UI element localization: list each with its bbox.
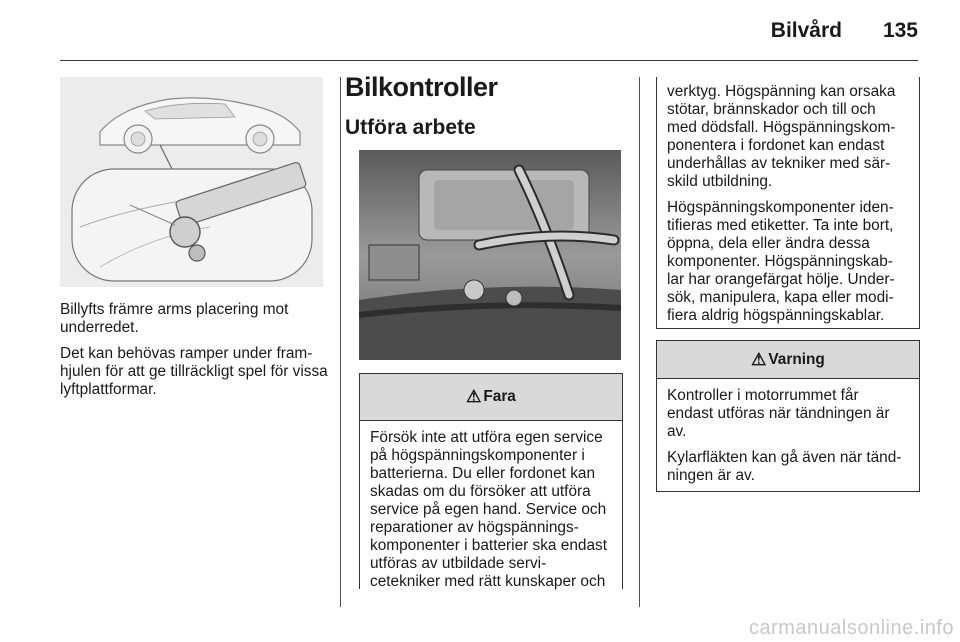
paragraph: Högspänningskomponenter iden-tifieras med etiketter. Ta inte bort, öppna, dela eller ändra dessa komponenter. Högspänningskab-lar har orangefärgat hölje. Under-sök, manipulera, kapa eller modi-fiera aldrig högspänningskablar. — [667, 199, 895, 324]
continued-danger-box — [656, 77, 920, 329]
danger-text: Försök inte att utföra egen service på högspänningskomponenter i batterierna. Du eller fordonet kan skadas om du försöker att utföra service på egen hand. Service och reparationer av högspännings-komponenter i batterier ska endast utföras av utbildade servi-cetekniker med rätt kunskaper och — [370, 429, 607, 590]
warning-triangle-icon: ⚠ — [466, 387, 482, 406]
warning-triangle-icon: ⚠ — [751, 349, 767, 369]
paragraph: Billyfts främre arms placering mot underredet. — [60, 301, 289, 336]
paragraph: Det kan behövas ramper under fram-hjulen för att ge tillräckligt spel för vissa lyftplattformar. — [60, 345, 328, 398]
column-divider — [340, 77, 341, 607]
lift-arm-figure — [60, 77, 323, 287]
danger-box-header — [360, 374, 622, 421]
engine-bay-photo — [359, 150, 621, 360]
paragraph: Kylarfläkten kan gå även när tänd-ningen är av. — [667, 449, 902, 484]
danger-label: Fara — [483, 388, 516, 405]
engine-bay-illustration — [359, 150, 621, 360]
subsection-heading: Utföra arbete — [345, 116, 476, 139]
column-divider — [639, 77, 640, 607]
page-header — [0, 0, 960, 60]
warning-label: Varning — [768, 350, 825, 368]
left-column-text — [60, 301, 328, 407]
paragraph: Kontroller i motorrummet får endast utföras när tändningen är av. — [667, 387, 890, 440]
section-heading: Bilkontroller — [345, 72, 498, 102]
warning-box — [656, 340, 920, 492]
header-rule — [60, 60, 918, 61]
paragraph: verktyg. Högspänning kan orsaka stötar, brännskador och till och med dödsfall. Högspänningskom-ponentera i fordonet kan endast underhållas av tekniker med sär-skild utbildning. — [667, 83, 896, 190]
warning-box-header — [657, 341, 919, 379]
watermark: carmanualsonline.info — [748, 617, 954, 639]
danger-box — [359, 373, 623, 589]
section-title: Bilvård — [770, 19, 842, 42]
page-number: 135 — [882, 19, 918, 42]
car-lift-illustration — [60, 77, 323, 287]
